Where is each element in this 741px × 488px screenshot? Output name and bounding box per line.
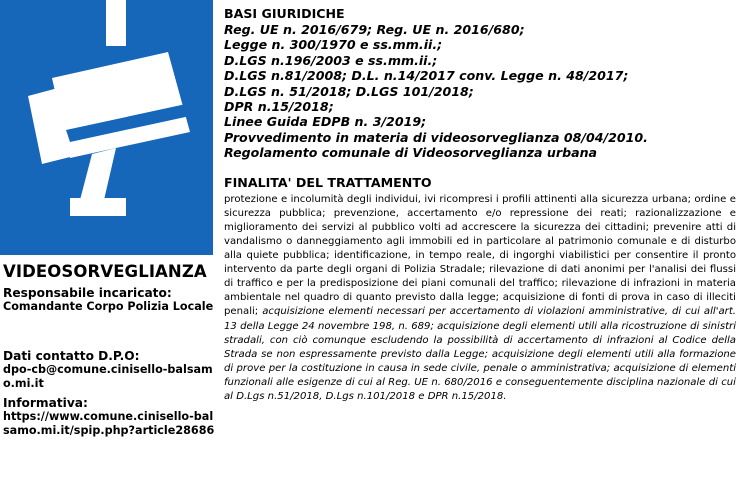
legal-basis-item: D.LGS n. 51/2018; D.LGS 101/2018; xyxy=(224,83,474,99)
legal-basis-item: Linee Guida EDPB n. 3/2019; xyxy=(224,114,427,130)
legal-basis-item: DPR n.15/2018; xyxy=(224,99,334,115)
legal-basis-item: Regolamento comunale di Videosorveglianza urbana xyxy=(224,145,598,161)
purpose-text-part1: protezione e incolumità degli individui, ivi ricompresi i profili attinenti alla sicurezza urbana; ordine e sicurezza pubblica; prevenzione, accertamento e/o repressione dei reati; razionalizzazione e miglioramento dei servizi al pubblico volti ad accrescere la sicurezza dei cittadini; prevenire atti di vandalismo o danneggiamento agli immobili ed in particolare al patrimonio comunale e di disturbo alla quiete pubblica; identificazione, in tempo reale, di ingorghi viabilistici per consentire il pronto intervento da parte degli organi di Polizia Stradale; rilevazione di dati anonimi per l'analisi dei flussi di traffico e per la predisposizione dei piani comunali del traffico; rilevazione di infrazioni in materia ambientale nel quadro di quanto previsto dalla legge; acquisizione di fonti di prova in caso di illeciti penali; xyxy=(224,193,736,318)
informativa-link[interactable]: https://www.comune.cinisello-balsamo.mi.it/spip.php?article28686 xyxy=(3,410,215,437)
legal-text-column xyxy=(224,6,736,404)
sign-title: VIDEOSORVEGLIANZA xyxy=(3,262,207,281)
dpo-email: dpo-cb@comune.cinisello-balsamo.mi.it xyxy=(3,363,213,390)
cctv-camera-icon xyxy=(0,0,213,255)
informativa-label: Informativa: xyxy=(3,396,88,410)
dpo-label: Dati contatto D.P.O: xyxy=(3,349,140,363)
legal-basis-heading: BASI GIURIDICHE xyxy=(224,6,345,21)
responsible-block xyxy=(3,286,215,314)
camera-panel xyxy=(0,0,213,255)
purpose-text-part2: acquisizione elementi necessari per accertamento di violazioni amministrative, di cui all'art. 13 della Legge 24 novembre 198, n. 689; acquisizione degli elementi utili alla ricostruzione di sinistri stradali, con ciò comunque escludendo la possibilità di accertamento di infrazioni al Codice della Strada se non espressamente previsto dalla Legge; acquisizione degli elementi utili alla formazione di prove per la costituzione in causa in sede civile, penale o amministrativa; acquisizione di elementi funzionali alle esigenze di cui al Reg. UE n. 680/2016 e conseguentemente disciplina nazionale di cui al D.Lgs n.51/2018, D.Lgs n.101/2018 e DPR n.15/2018. xyxy=(224,306,737,402)
responsible-value: Comandante Corpo Polizia Locale xyxy=(3,300,214,313)
purpose-text xyxy=(224,193,736,404)
legal-basis-item: Provvedimento in materia di videosorveglianza 08/04/2010. xyxy=(224,129,648,145)
dpo-block xyxy=(3,349,215,390)
legal-basis-item: Reg. UE n. 2016/679; Reg. UE n. 2016/680; xyxy=(224,22,525,37)
legal-basis-item: D.LGS n.196/2003 e ss.mm.ii.; xyxy=(224,52,438,68)
legal-basis-item: Legge n. 300/1970 e ss.mm.ii.; xyxy=(224,37,443,53)
responsible-label: Responsabile incaricato: xyxy=(3,286,172,300)
informativa-block xyxy=(3,396,215,437)
purpose-heading: FINALITA' DEL TRATTAMENTO xyxy=(224,174,432,190)
legal-basis-item: D.LGS n.81/2008; D.L. n.14/2017 conv. Legge n. 48/2017; xyxy=(224,68,629,84)
